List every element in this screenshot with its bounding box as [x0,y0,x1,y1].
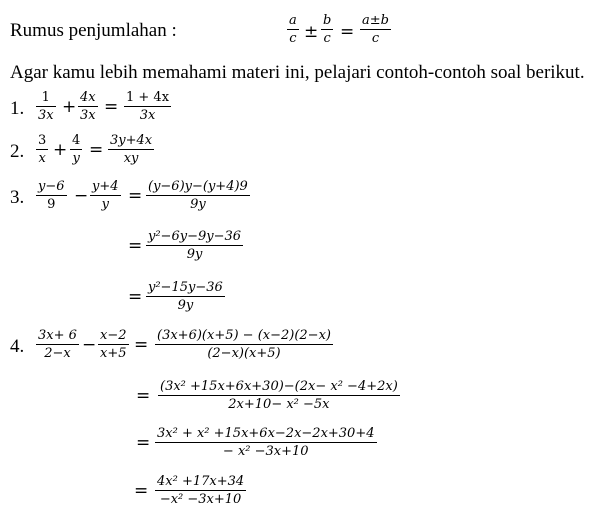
formula-label: Rumus penjumlahan : [10,20,177,41]
ex1-fraction-1 [36,89,56,124]
ex4-fraction-2 [98,327,129,362]
numerator: y−6 [38,179,65,194]
numerator: 3y+4x [110,133,153,148]
ex2-fraction-2 [70,132,82,167]
numerator: a [289,13,297,28]
ex4-fraction-1 [36,327,79,362]
numerator: y²−15y−36 [148,280,223,295]
equals-sign: = [104,97,119,117]
denominator: 3x [38,108,54,123]
ex4-step-2 [158,378,400,413]
denominator: 9 [47,197,56,212]
ex3-step-3 [146,279,225,314]
equals-sign: = [136,386,151,406]
ex1-result [124,89,171,124]
formula-fraction-1 [287,12,299,47]
denominator: 2x+10− x² −5x [228,397,330,412]
denominator: 9y [177,298,194,313]
numerator: 1 [41,90,50,105]
numerator: y+4 [92,179,119,194]
denominator: x+5 [100,346,127,361]
denominator: c [323,31,331,46]
numerator: 3 [38,133,47,148]
ex4-step-1 [155,327,333,362]
formula-result-fraction [360,12,391,47]
ex4-step-3 [155,425,377,460]
numerator: 4x [80,90,96,105]
denominator: 9y [190,197,206,212]
denominator: (2−x)(x+5) [207,346,281,361]
equals-sign: = [340,22,355,42]
formula-fraction-2 [321,12,333,47]
numerator: 1 + 4x [126,90,170,105]
intro-sentence: Agar kamu lebih memahami materi ini, pelajari contoh-contoh soal berikut. [10,62,585,83]
numerator: x−2 [100,328,127,343]
ex1-fraction-2 [78,89,98,124]
numerator: y²−6y−9y−36 [148,229,242,244]
denominator: y [72,151,80,166]
equals-sign: = [128,236,143,256]
numerator: b [323,13,332,28]
equals-sign: = [134,481,149,501]
denominator: xy [123,151,139,166]
ex3-step-1 [146,178,250,213]
minus-operator: − [74,186,89,206]
equals-sign: = [134,335,149,355]
numerator: 3x² + x² +15x+6x−2x−2x+30+4 [157,426,375,441]
equals-sign: = [89,140,104,160]
equals-sign: = [136,433,151,453]
denominator: y [101,197,109,212]
numerator: (y−6)y−(y+4)9 [148,179,248,194]
ex3-step-2 [146,228,243,263]
denominator: 3x [139,108,156,123]
denominator: −x² −3x+10 [159,492,242,507]
denominator: c [371,31,380,46]
example-number-4: 4. [10,336,25,357]
ex3-fraction-1 [36,178,67,213]
ex2-result [108,132,154,167]
example-number-1: 1. [10,98,25,119]
example-number-2: 2. [10,141,25,162]
numerator: a±b [362,13,389,28]
example-number-3: 3. [10,187,25,208]
denominator: 3x [80,108,96,123]
plus-minus-operator: ± [304,22,319,42]
ex3-fraction-2 [90,178,121,213]
numerator: 4x² +17x+34 [157,474,245,489]
plus-operator: + [62,97,77,117]
numerator: (3x² +15x+6x+30)−(2x− x² −4+2x) [160,379,398,394]
plus-operator: + [53,140,68,160]
denominator: 2−x [44,346,71,361]
numerator: 4 [72,133,81,148]
denominator: 9y [186,247,203,262]
denominator: x [38,151,46,166]
numerator: (3x+6)(x+5) − (x−2)(2−x) [157,328,331,343]
denominator: c [289,31,297,46]
numerator: 3x+ 6 [38,328,77,343]
denominator: − x² −3x+10 [222,444,309,459]
equals-sign: = [128,287,143,307]
ex2-fraction-1 [36,132,48,167]
ex4-step-4 [155,473,246,508]
equals-sign: = [128,186,143,206]
minus-operator: − [82,335,97,355]
